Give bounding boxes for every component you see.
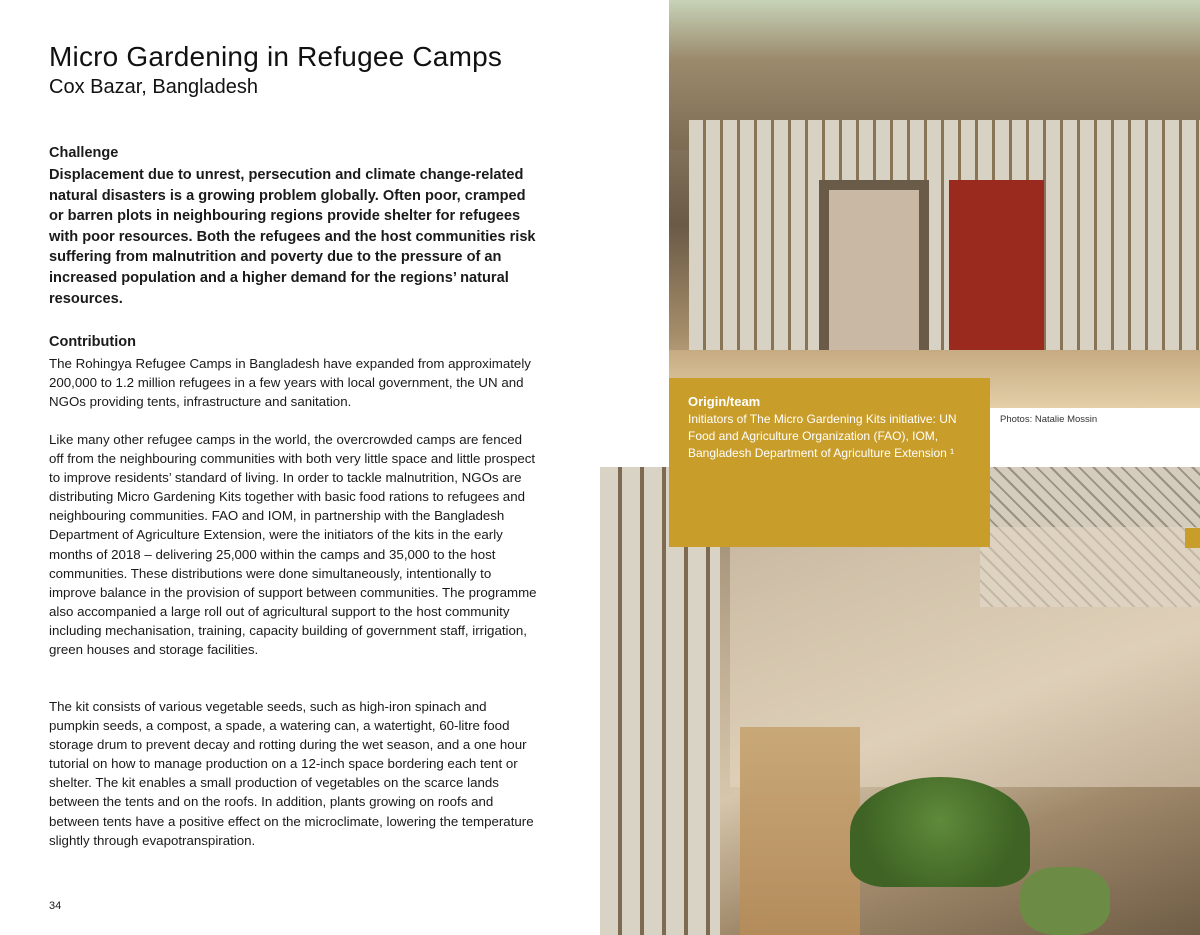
photo-credit: Photos: Natalie Mossin xyxy=(1000,414,1098,425)
origin-team-box xyxy=(669,378,990,547)
shelter-photo xyxy=(669,0,1200,408)
page-number: 34 xyxy=(49,900,62,912)
origin-team-heading: Origin/team xyxy=(688,394,761,409)
contribution-heading: Contribution xyxy=(49,334,136,350)
challenge-text: Displacement due to unrest, persecution and climate change-related natural disasters is a growing problem globally. Often poor, cramped or barren plots in neighbouring regions provide shelter for refugees with poor resources. Both the refugees and the host communities risk suffering from malnutrition and poverty due to the pressure of an increased population and a higher demand for the regions’ natural resources. xyxy=(49,167,536,307)
accent-tab xyxy=(1185,528,1200,548)
origin-team-text: Initiators of The Micro Gardening Kits initiative: UN Food and Agriculture Organization (FAO), IOM, Bangladesh Department of Agriculture Extension ¹ xyxy=(688,412,957,460)
page-subtitle: Cox Bazar, Bangladesh xyxy=(49,76,259,98)
contribution-paragraph: The kit consists of various vegetable seeds, such as high-iron spinach and pumpkin seeds, a compost, a spade, a watering can, a watertight, 60-litre food storage drum to prevent decay and rotting during the wet season, and a one hour tutorial on how to manage production on a 12-inch space bordering each tent or shelter. The kit enables a small production of vegetables on the scarce lands between the tents and on the roofs. In addition, plants growing on roofs and between tents have a positive effect on the microclimate, lowering the temperature slightly through evapotranspiration. xyxy=(49,699,534,848)
challenge-heading: Challenge xyxy=(49,145,119,161)
contribution-paragraph: Like many other refugee camps in the world, the overcrowded camps are fenced off from the neighbouring communities with both very little space and little prospect to improve residents’ standard of living. In order to tackle malnutrition, NGOs are distributing Micro Gardening Kits together with basic food rations to refugees and neighbouring communities. FAO and IOM, in partnership with the Bangladesh Department of Agriculture Extension, were the initiators of the kits in the early months of 2018 – delivering 25,000 within the camps and 35,000 to the host communities. These distributions were done simultaneously, intentionally to improve balance in the provision of support between communities. The programme also accompanied a large roll out of agricultural support to the host community including mechanisation, training, capacity building of government staff, irrigation, green houses and storage facilities. xyxy=(49,432,537,658)
page-title: Micro Gardening in Refugee Camps xyxy=(49,41,503,72)
contribution-paragraph: The Rohingya Refugee Camps in Bangladesh have expanded from approximately 200,000 to 1.2 million refugees in a few years with local government, the UN and NGOs providing tents, infrastructure and sanitation. xyxy=(49,356,531,410)
